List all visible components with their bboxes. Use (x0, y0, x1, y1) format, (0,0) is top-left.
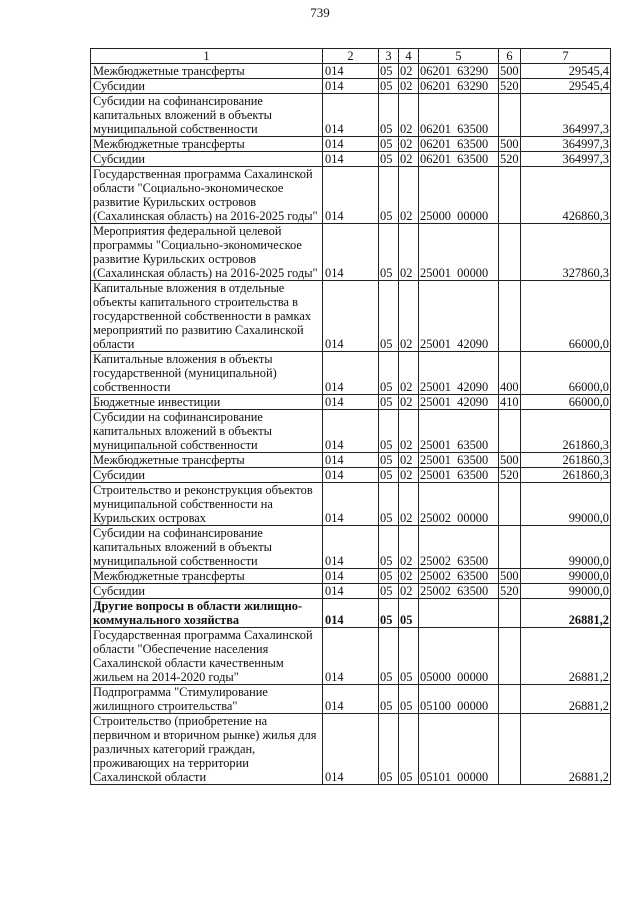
table-row (91, 410, 611, 453)
name-cell: Субсидии (91, 152, 323, 167)
name-cell: Государственная программа Сахалинской области "Социально-экономическое развитие Курильских островов (Сахалинская область) на 2016-2025 годы" (91, 167, 323, 224)
header-col-2: 2 (323, 49, 379, 64)
table-row (91, 281, 611, 352)
target-article-cell: 06201 63500 (419, 152, 499, 167)
subsection-cell: 02 (399, 94, 419, 137)
amount-cell: 261860,3 (521, 468, 611, 483)
section-cell: 05 (379, 79, 399, 94)
admin-code-cell: 014 (323, 569, 379, 584)
name-cell: Межбюджетные трансферты (91, 569, 323, 584)
admin-code-cell: 014 (323, 352, 379, 395)
target-article-cell: 25001 63500 (419, 410, 499, 453)
expense-type-cell (499, 483, 521, 526)
subsection-cell: 02 (399, 224, 419, 281)
name-cell: Капитальные вложения в отдельные объекты капитального строительства в государственной собственности в рамках мероприятий по развитию Сахалинской области (91, 281, 323, 352)
name-cell: Мероприятия федеральной целевой программы "Социально-экономическое развитие Курильских островов (Сахалинская область) на 2016-2025 годы" (91, 224, 323, 281)
name-cell: Субсидии на софинансирование капитальных вложений в объекты муниципальной собственности (91, 410, 323, 453)
subsection-cell: 02 (399, 410, 419, 453)
section-cell: 05 (379, 410, 399, 453)
amount-cell: 99000,0 (521, 569, 611, 584)
target-article-cell: 25001 63500 (419, 453, 499, 468)
section-cell: 05 (379, 468, 399, 483)
target-article-cell: 25001 63500 (419, 468, 499, 483)
target-article-cell (419, 599, 499, 628)
table-row (91, 599, 611, 628)
header-col-4: 4 (399, 49, 419, 64)
expense-type-cell (499, 94, 521, 137)
subsection-cell: 02 (399, 468, 419, 483)
admin-code-cell: 014 (323, 483, 379, 526)
table-row (91, 628, 611, 685)
header-col-1: 1 (91, 49, 323, 64)
table-row (91, 137, 611, 152)
expense-type-cell: 500 (500, 64, 519, 78)
target-article-cell: 25001 42090 (419, 395, 499, 410)
name-cell: Межбюджетные трансферты (91, 453, 323, 468)
budget-table (90, 48, 611, 785)
target-article-cell: 25001 42090 (419, 281, 499, 352)
target-article-cell: 06201 63290 (419, 64, 499, 79)
target-article-cell: 06201 63290 (419, 79, 499, 94)
name-cell: Субсидии (91, 79, 323, 94)
target-article-cell: 25002 63500 (419, 584, 499, 599)
name-cell: Бюджетные инвестиции (91, 395, 323, 410)
expense-type-cell: 410 (500, 395, 519, 409)
admin-code-cell: 014 (323, 714, 379, 785)
expense-type-cell: 500 (500, 453, 519, 467)
amount-cell: 99000,0 (521, 584, 611, 599)
subsection-cell: 02 (399, 453, 419, 468)
subsection-cell: 02 (399, 352, 419, 395)
name-cell: Капитальные вложения в объекты государственной (муниципальной) собственности (91, 352, 323, 395)
section-cell: 05 (379, 569, 399, 584)
section-cell: 05 (379, 714, 399, 785)
section-cell: 05 (379, 395, 399, 410)
expense-type-cell (499, 410, 521, 453)
header-row (91, 49, 611, 64)
admin-code-cell: 014 (323, 599, 379, 628)
subsection-cell: 02 (399, 281, 419, 352)
section-cell: 05 (379, 685, 399, 714)
expense-type-cell: 520 (500, 152, 519, 166)
name-cell: Подпрограмма "Стимулирование жилищного строительства" (91, 685, 323, 714)
subsection-cell: 02 (399, 137, 419, 152)
table-row (91, 94, 611, 137)
expense-type-cell (499, 599, 521, 628)
section-cell: 05 (379, 526, 399, 569)
target-article-cell: 25002 63500 (419, 569, 499, 584)
section-cell: 05 (379, 64, 399, 79)
admin-code-cell: 014 (323, 79, 379, 94)
target-article-cell: 25001 42090 (419, 352, 499, 395)
amount-cell: 261860,3 (521, 453, 611, 468)
table-row (91, 714, 611, 785)
amount-cell: 66000,0 (521, 395, 611, 410)
amount-cell: 26881,2 (521, 714, 611, 785)
section-cell: 05 (379, 599, 399, 628)
table-body (91, 64, 611, 785)
expense-type-cell: 520 (500, 79, 519, 93)
table-row (91, 584, 611, 599)
expense-type-cell: 500 (500, 137, 519, 151)
amount-cell: 29545,4 (521, 64, 611, 79)
admin-code-cell: 014 (323, 395, 379, 410)
header-col-5: 5 (419, 49, 499, 64)
name-cell: Субсидии (91, 468, 323, 483)
target-article-cell: 25002 63500 (419, 526, 499, 569)
section-cell: 05 (379, 584, 399, 599)
page-number: 739 (310, 5, 330, 20)
expense-type-cell (499, 224, 521, 281)
section-cell: 05 (379, 628, 399, 685)
admin-code-cell: 014 (323, 64, 379, 79)
table-row (91, 352, 611, 395)
admin-code-cell: 014 (323, 468, 379, 483)
section-cell: 05 (379, 224, 399, 281)
section-cell: 05 (379, 94, 399, 137)
target-article-cell: 05100 00000 (419, 685, 499, 714)
subsection-cell: 05 (399, 685, 419, 714)
subsection-cell: 02 (399, 79, 419, 94)
admin-code-cell: 014 (323, 281, 379, 352)
table-row (91, 526, 611, 569)
expense-type-cell (499, 628, 521, 685)
subsection-cell: 02 (399, 64, 419, 79)
table-row (91, 224, 611, 281)
table-row (91, 167, 611, 224)
name-cell: Субсидии на софинансирование капитальных вложений в объекты муниципальной собственности (91, 526, 323, 569)
amount-cell: 29545,4 (521, 79, 611, 94)
target-article-cell: 05000 00000 (419, 628, 499, 685)
table-header (91, 49, 611, 64)
table-row (91, 152, 611, 167)
table-row (91, 64, 611, 79)
expense-type-cell: 520 (500, 584, 519, 598)
section-cell: 05 (379, 483, 399, 526)
subsection-cell: 02 (399, 395, 419, 410)
expense-type-cell (499, 167, 521, 224)
admin-code-cell: 014 (323, 152, 379, 167)
amount-cell: 261860,3 (521, 410, 611, 453)
section-cell: 05 (379, 453, 399, 468)
amount-cell: 327860,3 (521, 224, 611, 281)
admin-code-cell: 014 (323, 453, 379, 468)
section-cell: 05 (379, 137, 399, 152)
target-article-cell: 25000 00000 (419, 167, 499, 224)
target-article-cell: 06201 63500 (419, 94, 499, 137)
subsection-cell: 05 (399, 599, 419, 628)
expense-type-cell (499, 281, 521, 352)
table-row (91, 453, 611, 468)
admin-code-cell: 014 (323, 628, 379, 685)
table-row (91, 569, 611, 584)
section-cell: 05 (379, 281, 399, 352)
amount-cell: 66000,0 (521, 352, 611, 395)
target-article-cell: 06201 63500 (419, 137, 499, 152)
expense-type-cell (499, 526, 521, 569)
header-col-3: 3 (379, 49, 399, 64)
amount-cell: 99000,0 (521, 483, 611, 526)
expense-type-cell (499, 685, 521, 714)
table-row (91, 79, 611, 94)
table-row (91, 468, 611, 483)
admin-code-cell: 014 (323, 685, 379, 714)
expense-type-cell: 500 (500, 569, 519, 583)
subsection-cell: 02 (399, 152, 419, 167)
amount-cell: 364997,3 (521, 94, 611, 137)
admin-code-cell: 014 (323, 410, 379, 453)
header-col-6: 6 (499, 49, 521, 64)
amount-cell: 364997,3 (521, 137, 611, 152)
table-row (91, 685, 611, 714)
amount-cell: 26881,2 (521, 628, 611, 685)
admin-code-cell: 014 (323, 526, 379, 569)
header-col-7: 7 (521, 49, 611, 64)
name-cell: Субсидии (91, 584, 323, 599)
admin-code-cell: 014 (323, 167, 379, 224)
amount-cell: 66000,0 (521, 281, 611, 352)
table-row (91, 483, 611, 526)
subsection-cell: 02 (399, 526, 419, 569)
subsection-cell: 05 (399, 628, 419, 685)
name-cell: Межбюджетные трансферты (91, 137, 323, 152)
amount-cell: 26881,2 (521, 599, 611, 628)
section-cell: 05 (379, 167, 399, 224)
section-cell: 05 (379, 352, 399, 395)
name-cell: Другие вопросы в области жилищно-коммунального хозяйства (91, 599, 323, 628)
section-cell: 05 (379, 152, 399, 167)
subsection-cell: 02 (399, 483, 419, 526)
amount-cell: 364997,3 (521, 152, 611, 167)
name-cell: Государственная программа Сахалинской области "Обеспечение населения Сахалинской области качественным жильем на 2014-2020 годы" (91, 628, 323, 685)
amount-cell: 426860,3 (521, 167, 611, 224)
target-article-cell: 05101 00000 (419, 714, 499, 785)
admin-code-cell: 014 (323, 137, 379, 152)
name-cell: Строительство и реконструкция объектов муниципальной собственности на Курильских островах (91, 483, 323, 526)
expense-type-cell (499, 714, 521, 785)
admin-code-cell: 014 (323, 94, 379, 137)
target-article-cell: 25002 00000 (419, 483, 499, 526)
table-row (91, 395, 611, 410)
subsection-cell: 05 (399, 714, 419, 785)
expense-type-cell: 400 (499, 352, 521, 395)
subsection-cell: 02 (399, 569, 419, 584)
admin-code-cell: 014 (323, 224, 379, 281)
target-article-cell: 25001 00000 (419, 224, 499, 281)
amount-cell: 26881,2 (521, 685, 611, 714)
subsection-cell: 02 (399, 584, 419, 599)
amount-cell: 99000,0 (521, 526, 611, 569)
expense-type-cell: 520 (500, 468, 519, 482)
name-cell: Межбюджетные трансферты (91, 64, 323, 79)
name-cell: Строительство (приобретение на первичном и вторичном рынке) жилья для различных категорий граждан, проживающих на территории Сахалинской области (91, 714, 323, 785)
admin-code-cell: 014 (323, 584, 379, 599)
subsection-cell: 02 (399, 167, 419, 224)
name-cell: Субсидии на софинансирование капитальных вложений в объекты муниципальной собственности (91, 94, 323, 137)
